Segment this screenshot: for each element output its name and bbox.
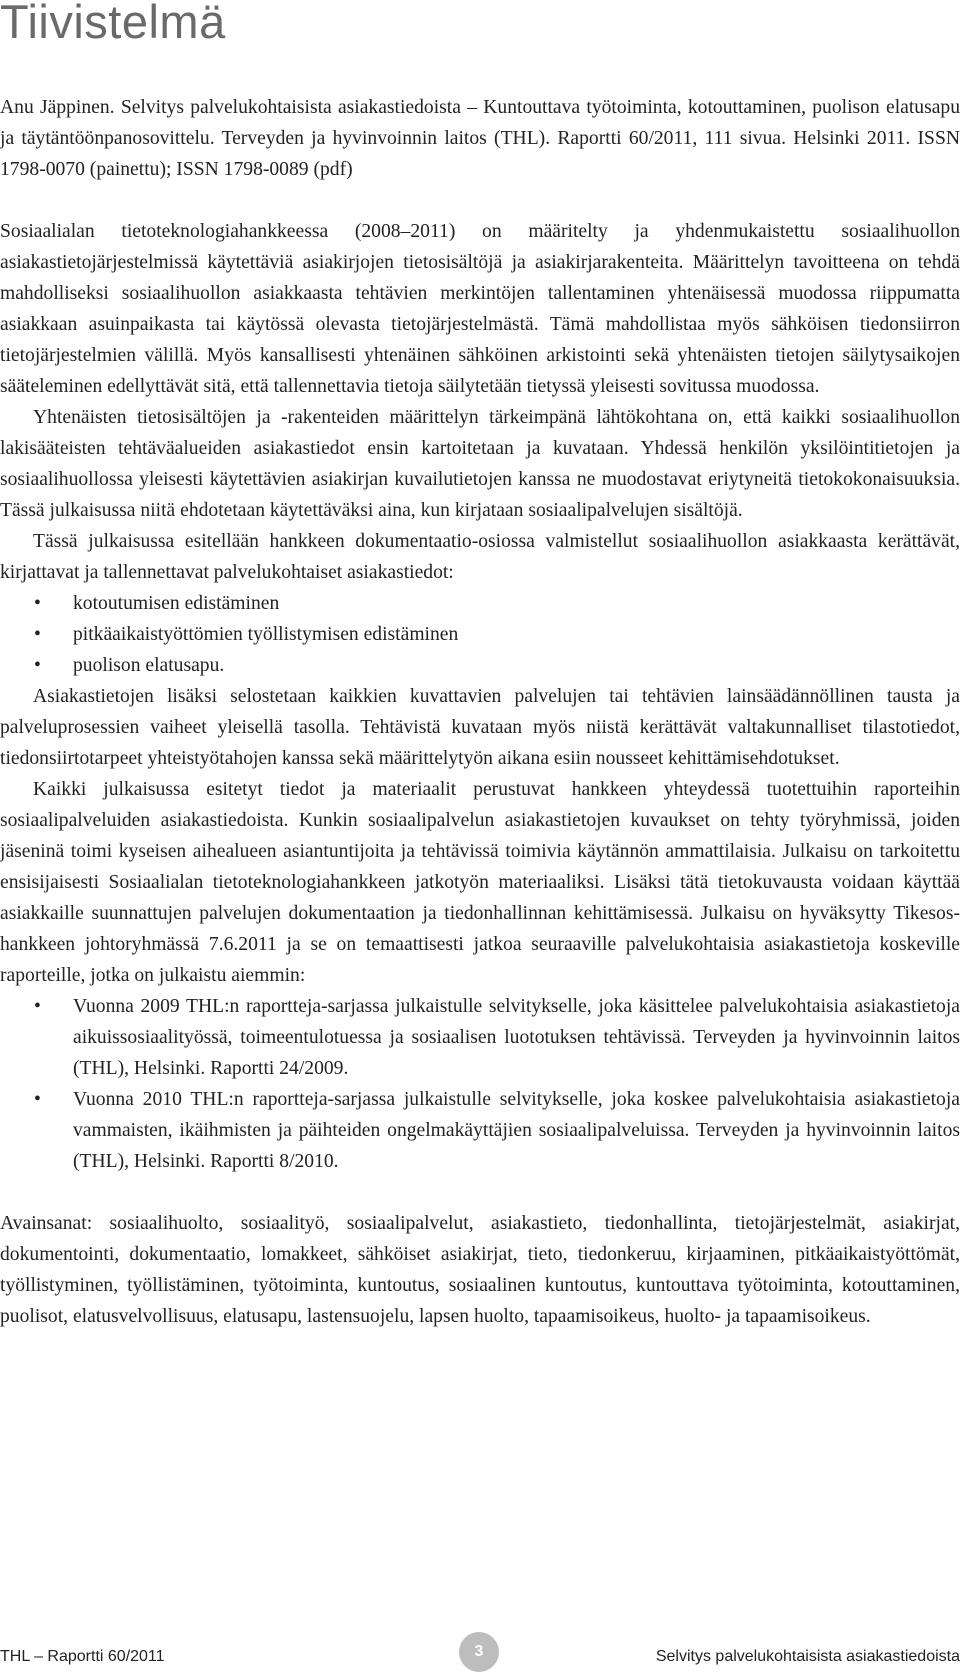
list-item: • pitkäaikaistyöttömien työllistymisen edistäminen — [0, 619, 960, 650]
list-item: • kotoutumisen edistäminen — [0, 588, 960, 619]
paragraph-4: Asiakastietojen lisäksi selostetaan kaikkien kuvattavien palvelujen tai tehtävien lainsäädännöllinen tausta ja palveluprosessien vaiheet yleisellä tasolla. Tehtävistä kuvataan myös niistä kerättävät valtakunnalliset tilastotiedot, tiedonsiirtotarpeet yhteistyötahojen kanssa sekä määrittelytyön aikana esiin nousseet kehittämisehdotukset. — [0, 686, 960, 769]
paragraph-5: Kaikki julkaisussa esitetyt tiedot ja materiaalit perustuvat hankkeen yhteydessä tuotettuihin raporteihin sosiaalipalveluiden asiakastiedoista. Kunkin sosiaalipalvelun asiakastietojen kuvaukset on tehty työryhmissä, joiden jäseninä toimi kyseisen aihealueen asiantuntijoita ja tehtävissä toimivia käytännön ammattilaisia. Julkaisu on tarkoitettu ensisijaisesti Sosiaalialan tietoteknologiahankkeen jatkotyön materiaaliksi. Lisäksi tätä tietokuvausta voidaan käyttää asiakkaille suunnattujen palvelujen dokumentaation ja tiedonhallinnan kehittämisessä. Julkaisu on hyväksytty Tikesos-hankkeen johtoryhmässä 7.6.2011 ja se on temaattisesti jatkoa seuraaville palvelukohtaisia asiakastietoja koskeville raporteille, jotka on julkaistu aiemmin: — [0, 779, 960, 986]
page-footer — [0, 1632, 960, 1672]
previous-reports-list — [0, 991, 960, 1177]
footer-title: Selvitys palvelukohtaisista asiakastiedoista — [655, 1648, 960, 1665]
paragraph-1: Sosiaalialan tietoteknologiahankkeessa (2008–2011) on määritelty ja yhdenmukaistettu sosiaalihuollon asiakastietojärjestelmissä käytettäviä asiakirjojen tietosisältöjä ja asiakirjarakenteita. Määrittelyn tavoitteena on tehdä mahdolliseksi sosiaalihuollon asiakkaasta tehtävien merkintöjen tallentaminen yhtenäisessä muodossa riippumatta asiakkaan asuinpaikasta tai käytössä olevasta tietojärjestelmästä. Tämä mahdollistaa myös sähköisen tiedonsiirron tietojärjestelmien välillä. Myös kansallisesti yhtenäinen sähköinen arkistointi sekä yhtenäisten tietojen säilytysaikojen säätеleminen edellyttävät sitä, että tallennettavia tietoja säilytetään tietyssä yleisesti sovitussa muodossa. — [0, 221, 960, 397]
footer-series: THL – Raportti 60/2011 — [0, 1648, 165, 1665]
page-title: Tiivistelmä — [0, 0, 226, 48]
service-list — [0, 588, 960, 681]
page-number-badge: 3 — [459, 1632, 499, 1672]
list-item: • puolison elatusapu. — [0, 650, 960, 681]
keywords: Avainsanat: sosiaalihuolto, sosiaalityö, sosiaalipalvelut, asiakastieto, tiedonhallinta, tietojärjestelmät, asiakirjat, dokumentointi, dokumentaatio, lomakkeet, sähköiset asiakirjat, tieto, tiedonkeruu, kirjaaminen, pitkäaikaistyöttömät, työllistyminen, työllistäminen, työtoiminta, kuntoutus, sosiaalinen kuntoutus, kuntouttava työtoiminta, kotouttaminen, puolisot, elatusvelvollisuus, elatusapu, lastensuojelu, lapsen huolto, tapaamisoikeus, huolto- ja tapaamisoikeus. — [0, 1213, 960, 1327]
abstract-body — [0, 92, 960, 1332]
list-item: • Vuonna 2009 THL:n raportteja-sarjassa julkaistulle selvitykselle, joka käsittelee palvelukohtaisia asiakastietoja aikuissosiaalityössä, toimeentulotuessa ja sosiaalisen luototuksen tehtävissä. Terveyden ja hyvinvoinnin laitos (THL), Helsinki. Raportti 24/2009. — [0, 991, 960, 1084]
list-item: • Vuonna 2010 THL:n raportteja-sarjassa julkaistulle selvitykselle, joka koskee palvelukohtaisia asiakastietoja vammaisten, ikäihmisten ja päihteiden ongelmakäyttäjien sosiaalipalveluissa. Terveyden ja hyvinvoinnin laitos (THL), Helsinki. Raportti 8/2010. — [0, 1084, 960, 1177]
citation: Anu Jäppinen. Selvitys palvelukohtaisista asiakastiedoista – Kuntouttava työtoiminta, kotouttaminen, puolison elatusapu ja täytäntöönpanosovittelu. Terveyden ja hyvinvoinnin laitos (THL). Raportti 60/2011, 111 sivua. Helsinki 2011. ISSN 1798-0070 (painettu); ISSN 1798-0089 (pdf) — [0, 97, 960, 180]
paragraph-2: Yhtenäisten tietosisältöjen ja -rakenteiden määrittelyn tärkeimpänä lähtökohtana on, että kaikki sosiaalihuollon lakisääteisten tehtäväalueiden asiakastiedot ensin kartoitetaan ja kuvataan. Yhdessä henkilön yksilöintitietojen ja sosiaalihuollossa yleisesti käytettävien asiakirjan kuvailutietojen kanssa ne muodostavat eriytyneitä tietokokonaisuuksia. Tässä julkaisussa niitä ehdotetaan käytettäväksi aina, kun kirjataan sosiaalipalvelujen sisältöjä. — [0, 407, 960, 521]
paragraph-3: Tässä julkaisussa esitellään hankkeen dokumentaatio-osiossa valmistellut sosiaalihuollon asiakkaasta kerättävät, kirjattavat ja tallennettavat palvelukohtaiset asiakastiedot: — [0, 531, 960, 583]
